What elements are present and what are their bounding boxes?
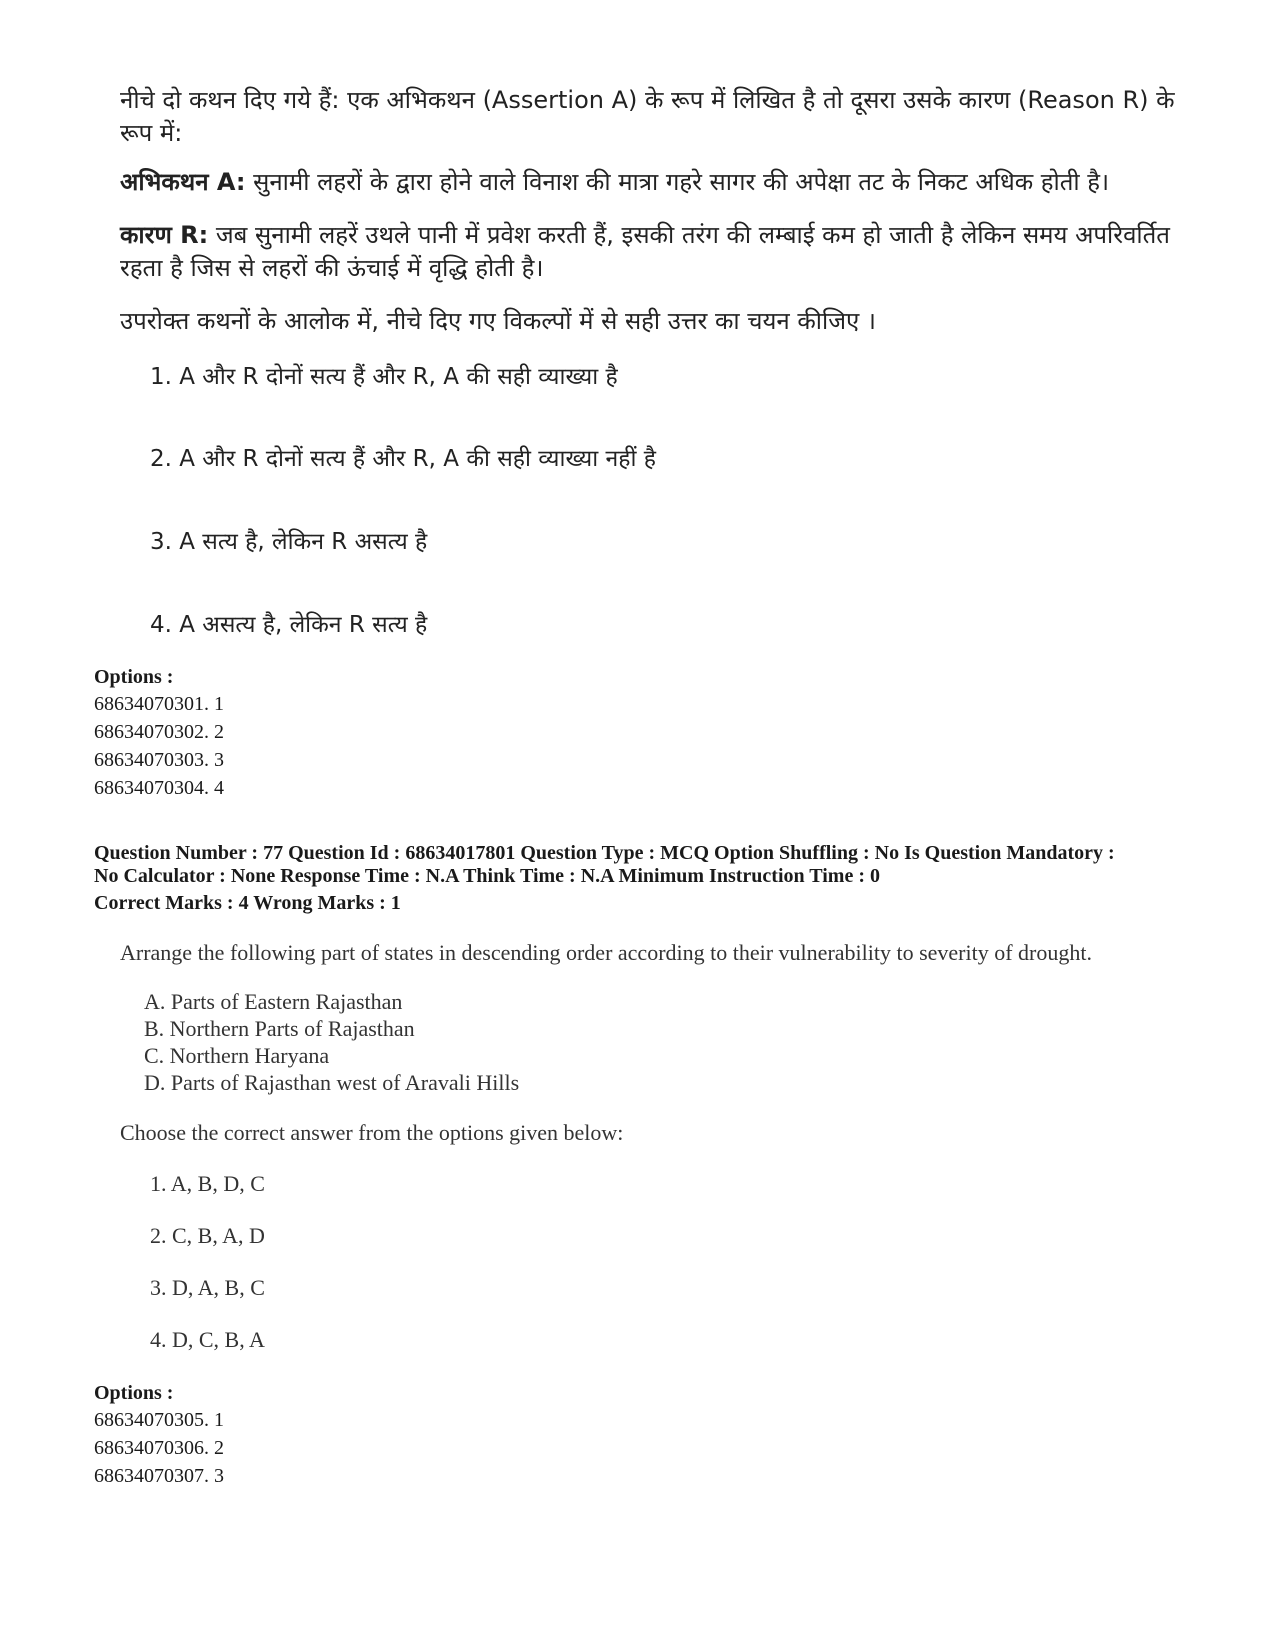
- q76-choice-3: 3. A सत्य है, लेकिन R असत्य है: [150, 529, 428, 555]
- q77-option-1: 68634070305. 1: [94, 1409, 224, 1431]
- q76-option-3: 68634070303. 3: [94, 749, 224, 771]
- q77-item-d: D. Parts of Rajasthan west of Aravali Hills: [144, 1070, 520, 1095]
- assertion-label: अभिकथन A:: [120, 168, 246, 196]
- q76-option-2: 68634070302. 2: [94, 721, 224, 743]
- assertion-statement: [120, 166, 1180, 199]
- q77-option-2: 68634070306. 2: [94, 1437, 224, 1459]
- reason-text: जब सुनामी लहरें उथले पानी में प्रवेश करती हैं, इसकी तरंग की लम्बाई कम हो जाती है लेकिन समय अपरिवर्तित रहता है जिस से लहरों की ऊंचाई में वृद्धि होती है।: [120, 221, 1170, 282]
- q76-choice-2: 2. A और R दोनों सत्य हैं और R, A की सही व्याख्या नहीं है: [150, 446, 656, 472]
- q77-item-a: A. Parts of Eastern Rajasthan: [144, 989, 403, 1014]
- q77-instruction: Choose the correct answer from the options given below:: [120, 1120, 624, 1145]
- reason-label: कारण R:: [120, 221, 209, 249]
- q77-meta-line1: Question Number : 77 Question Id : 68634017801 Question Type : MCQ Option Shuffling : No Is Question Mandatory :: [94, 842, 1115, 864]
- q77-choice-2: 2. C, B, A, D: [150, 1223, 265, 1248]
- q76-choice-1: 1. A और R दोनों सत्य हैं और R, A की सही व्याख्या है: [150, 364, 618, 390]
- q77-marks: Correct Marks : 4 Wrong Marks : 1: [94, 892, 401, 914]
- q77-question: Arrange the following part of states in descending order according to their vulnerability to severity of drought.: [120, 940, 1092, 965]
- q77-choice-1: 1. A, B, D, C: [150, 1171, 265, 1196]
- q76-instruction: उपरोक्त कथनों के आलोक में, नीचे दिए गए विकल्पों में से सही उत्तर का चयन कीजिए ।: [120, 307, 876, 335]
- q76-choice-4: 4. A असत्य है, लेकिन R सत्य है: [150, 612, 428, 638]
- q76-options-heading: Options :: [94, 666, 174, 688]
- q77-meta-line2: No Calculator : None Response Time : N.A Think Time : N.A Minimum Instruction Time : 0: [94, 865, 880, 887]
- q77-item-b: B. Northern Parts of Rajasthan: [144, 1016, 415, 1041]
- reason-statement: [120, 219, 1180, 285]
- assertion-reason-intro: नीचे दो कथन दिए गये हैं: एक अभिकथन (Assertion A) के रूप में लिखित है तो दूसरा उसके कारण (Reason R) के रूप में:: [120, 86, 1175, 147]
- q77-choice-3: 3. D, A, B, C: [150, 1275, 265, 1300]
- q77-choice-4: 4. D, C, B, A: [150, 1327, 265, 1352]
- assertion-text: सुनामी लहरों के द्वारा होने वाले विनाश की मात्रा गहरे सागर की अपेक्षा तट के निकट अधिक होती है।: [245, 168, 1110, 196]
- q77-options-heading: Options :: [94, 1382, 174, 1404]
- q77-option-3: 68634070307. 3: [94, 1465, 224, 1487]
- q77-item-c: C. Northern Haryana: [144, 1043, 330, 1068]
- q76-option-4: 68634070304. 4: [94, 777, 224, 799]
- q76-option-1: 68634070301. 1: [94, 693, 224, 715]
